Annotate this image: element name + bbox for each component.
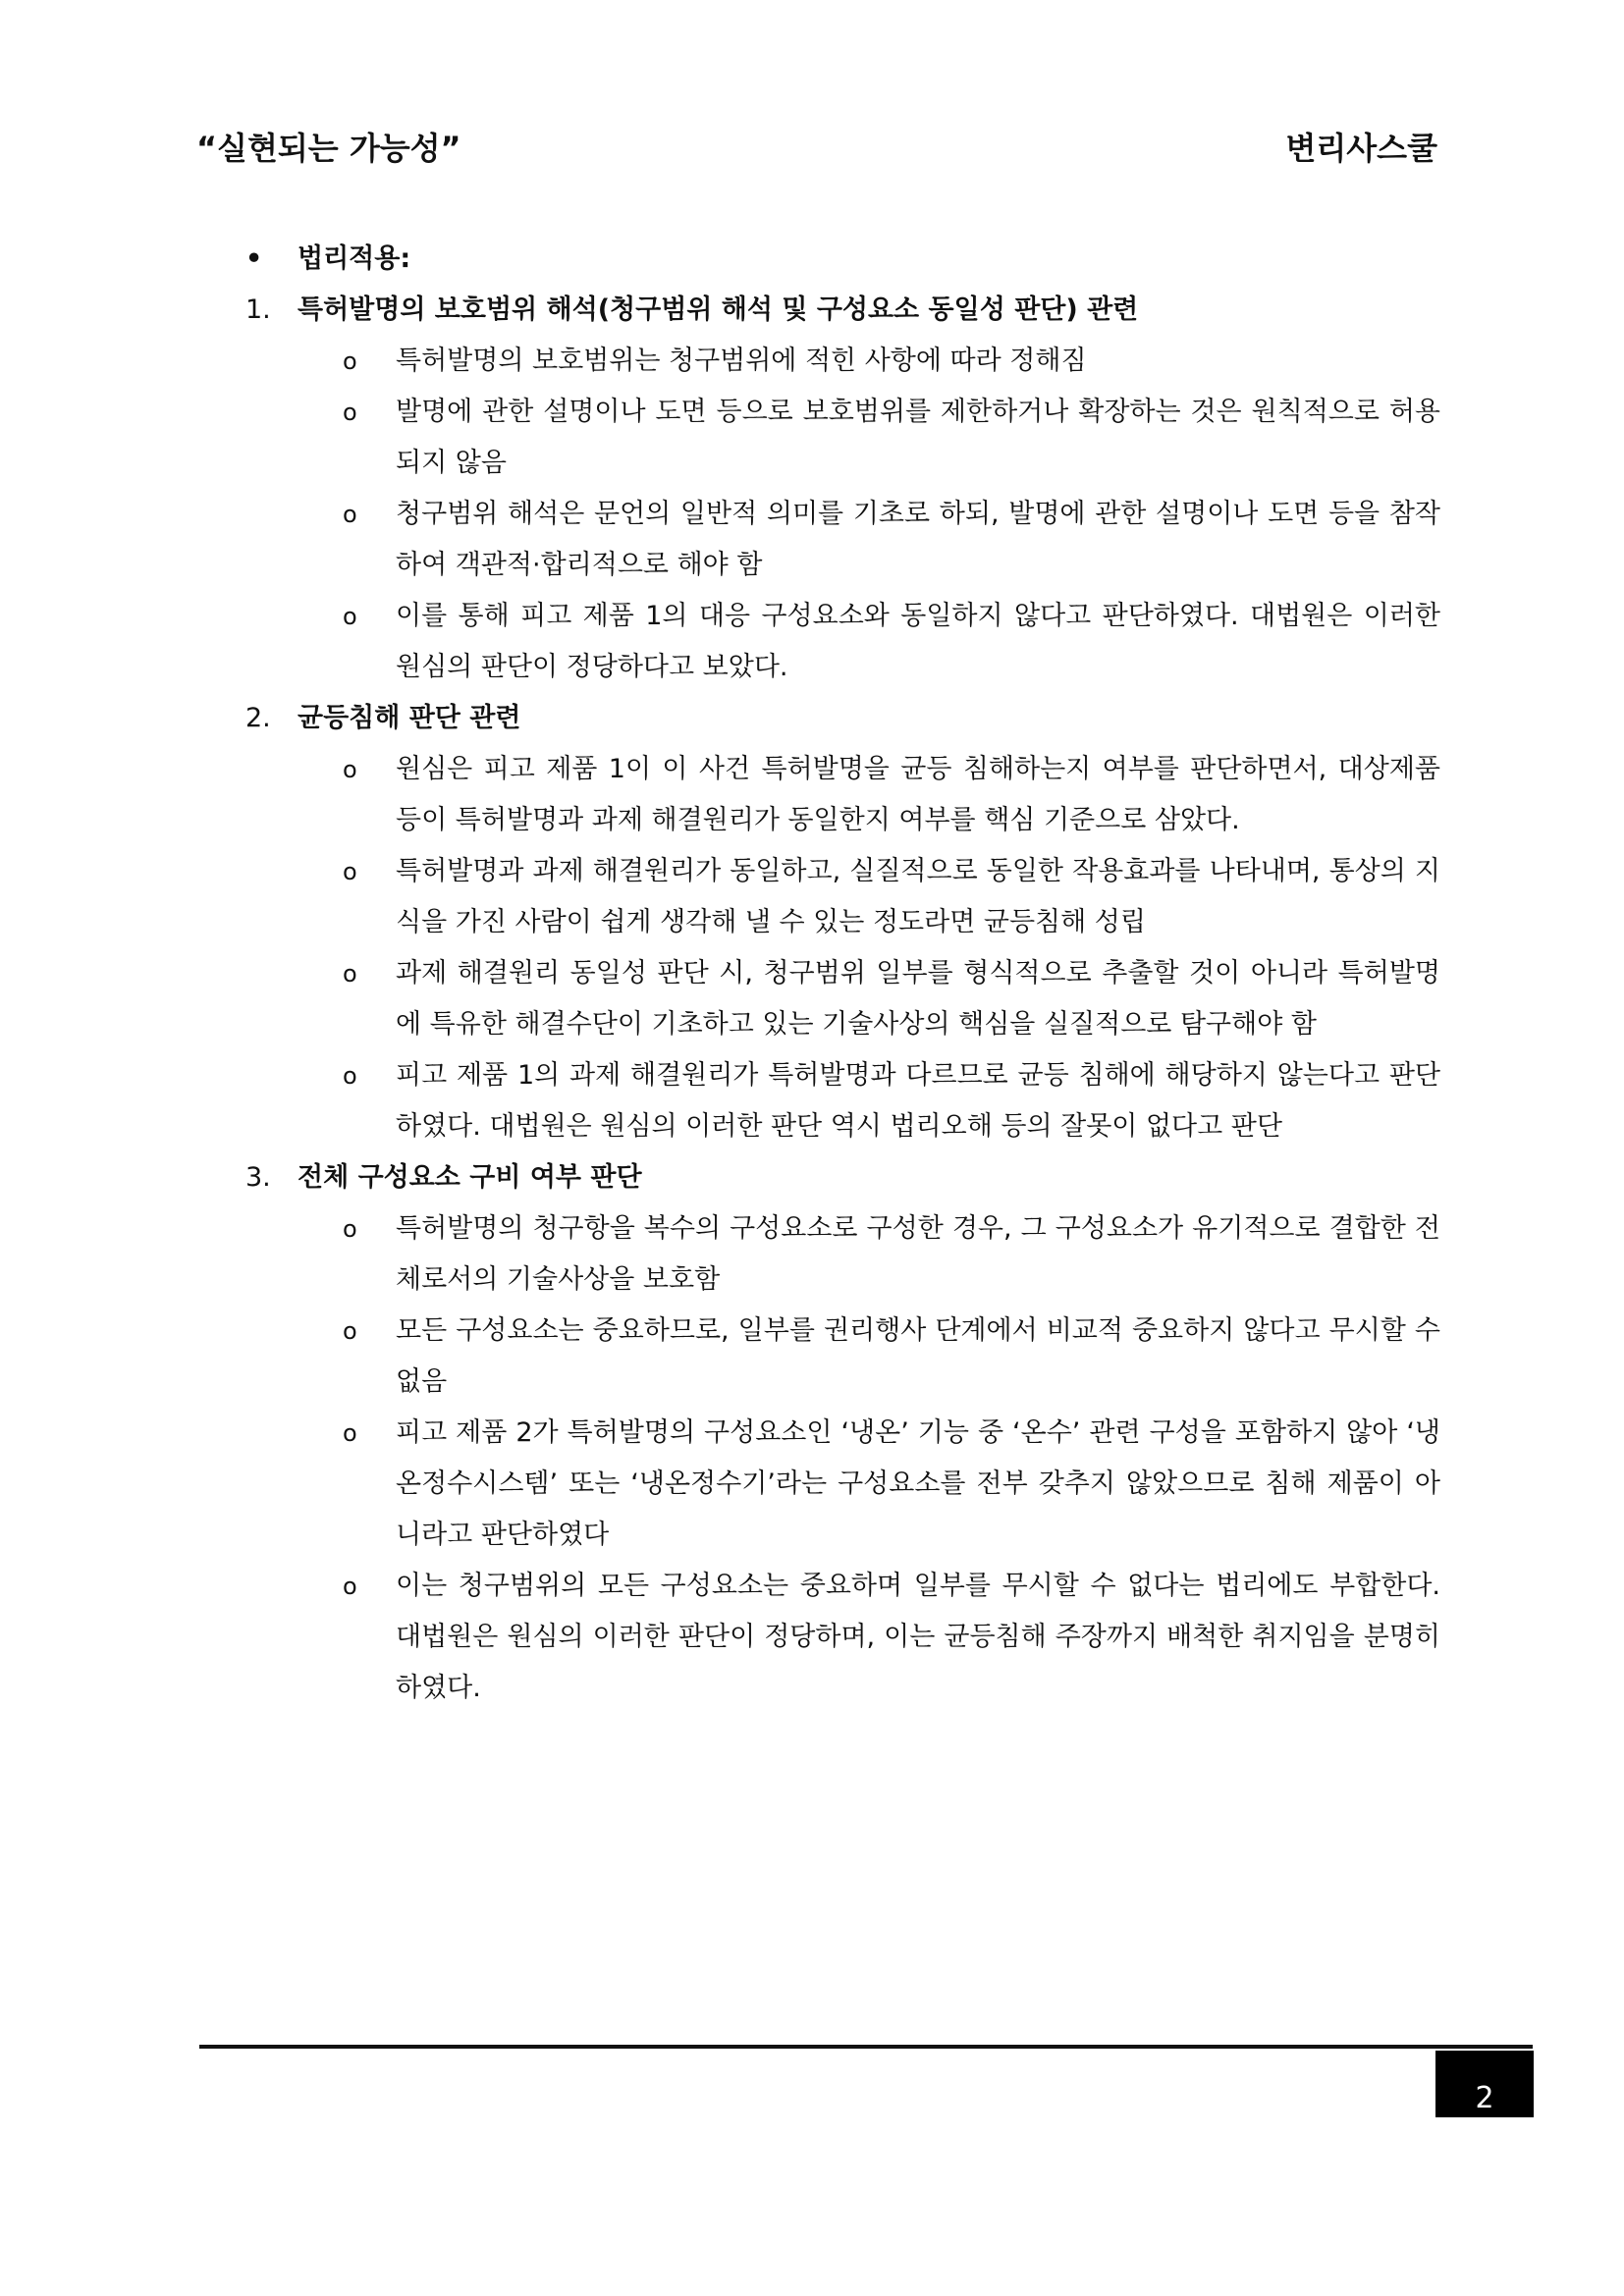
item-text: 청구범위 해석은 문언의 일반적 의미를 기초로 하되, 발명에 관한 설명이나 도면 등을 참작하여 객관적·합리적으로 해야 함 bbox=[396, 499, 1440, 580]
list-item bbox=[241, 1306, 1440, 1408]
list-item bbox=[241, 387, 1440, 489]
circle-bullet-icon: o bbox=[343, 858, 357, 885]
section-title bbox=[241, 1152, 1440, 1203]
circle-bullet-icon: o bbox=[343, 603, 357, 630]
legal-application-heading bbox=[241, 234, 1440, 285]
document-body bbox=[241, 234, 1440, 1714]
list-item bbox=[241, 591, 1440, 693]
item-text: 원심은 피고 제품 1이 이 사건 특허발명을 균등 침해하는지 여부를 판단하면서, 대상제품 등이 특허발명과 과제 해결원리가 동일한지 여부를 핵심 기준으로 삼았다. bbox=[396, 754, 1440, 835]
circle-bullet-icon: o bbox=[343, 347, 357, 375]
item-text: 특허발명과 과제 해결원리가 동일하고, 실질적으로 동일한 작용효과를 나타내며, 통상의 지식을 가진 사람이 쉽게 생각해 낼 수 있는 정도라면 균등침해 성립 bbox=[396, 856, 1440, 937]
item-text: 특허발명의 보호범위는 청구범위에 적힌 사항에 따라 정해짐 bbox=[396, 346, 1087, 376]
list-item bbox=[241, 489, 1440, 591]
circle-bullet-icon: o bbox=[343, 399, 357, 426]
item-text: 과제 해결원리 동일성 판단 시, 청구범위 일부를 형식적으로 추출할 것이 아니라 특허발명에 특유한 해결수단이 기초하고 있는 기술사상의 핵심을 실질적으로 탐구해야 함 bbox=[396, 958, 1440, 1040]
page-number-box bbox=[1435, 2051, 1534, 2117]
item-text: 모든 구성요소는 중요하므로, 일부를 권리행사 단계에서 비교적 중요하지 않다고 무시할 수 없음 bbox=[396, 1315, 1440, 1397]
section-2 bbox=[241, 693, 1440, 1152]
header-title: “실현되는 가능성” bbox=[196, 130, 461, 167]
section-title-text: 균등침해 판단 관련 bbox=[298, 703, 521, 733]
list-item bbox=[241, 1050, 1440, 1152]
item-text: 특허발명의 청구항을 복수의 구성요소로 구성한 경우, 그 구성요소가 유기적으로 결합한 전체로서의 기술사상을 보호함 bbox=[396, 1213, 1440, 1295]
section-number: 3. bbox=[245, 1162, 271, 1193]
item-text: 피고 제품 2가 특허발명의 구성요소인 ‘냉온’ 기능 중 ‘온수’ 관련 구성을 포함하지 않아 ‘냉온정수시스템’ 또는 ‘냉온정수기’라는 구성요소를 전부 갖추지 않았으므로 침해 제품이 아니라고 판단하였다 bbox=[396, 1417, 1440, 1550]
list-item bbox=[241, 846, 1440, 948]
circle-bullet-icon: o bbox=[343, 960, 357, 988]
circle-bullet-icon: o bbox=[343, 1062, 357, 1090]
footer-divider bbox=[199, 2045, 1533, 2049]
list-item bbox=[241, 1203, 1440, 1306]
list-item bbox=[241, 1561, 1440, 1714]
section-title-text: 특허발명의 보호범위 해석(청구범위 해석 및 구성요소 동일성 판단) 관련 bbox=[298, 294, 1139, 325]
section-1 bbox=[241, 285, 1440, 693]
section-title bbox=[241, 285, 1440, 336]
item-text: 이를 통해 피고 제품 1의 대응 구성요소와 동일하지 않다고 판단하였다. 대법원은 이러한 원심의 판단이 정당하다고 보았다. bbox=[396, 601, 1440, 682]
list-item bbox=[241, 948, 1440, 1050]
section-title-text: 전체 구성요소 구비 여부 판단 bbox=[298, 1162, 642, 1193]
circle-bullet-icon: o bbox=[343, 1419, 357, 1447]
circle-bullet-icon: o bbox=[343, 1573, 357, 1600]
circle-bullet-icon: o bbox=[343, 756, 357, 783]
list-item bbox=[241, 744, 1440, 846]
section-number: 2. bbox=[245, 703, 271, 733]
item-text: 피고 제품 1의 과제 해결원리가 특허발명과 다르므로 균등 침해에 해당하지 않는다고 판단하였다. 대법원은 원심의 이러한 판단 역시 법리오해 등의 잘못이 없다고 판단 bbox=[396, 1060, 1440, 1142]
item-text: 이는 청구범위의 모든 구성요소는 중요하며 일부를 무시할 수 없다는 법리에도 부합한다. 대법원은 원심의 이러한 판단이 정당하며, 이는 균등침해 주장까지 배척한 취지임을 분명히 하였다. bbox=[396, 1571, 1440, 1703]
heading-label: 법리적용: bbox=[298, 243, 411, 274]
section-number: 1. bbox=[245, 294, 271, 325]
bullet-dot-icon: • bbox=[245, 243, 263, 274]
section-3 bbox=[241, 1152, 1440, 1714]
circle-bullet-icon: o bbox=[343, 1317, 357, 1345]
list-item bbox=[241, 1408, 1440, 1561]
item-text: 발명에 관한 설명이나 도면 등으로 보호범위를 제한하거나 확장하는 것은 원칙적으로 허용되지 않음 bbox=[396, 397, 1440, 478]
list-item bbox=[241, 336, 1440, 387]
circle-bullet-icon: o bbox=[343, 501, 357, 528]
section-title bbox=[241, 693, 1440, 744]
page-number: 2 bbox=[1475, 2081, 1494, 2115]
circle-bullet-icon: o bbox=[343, 1215, 357, 1243]
header-brand: 변리사스쿨 bbox=[1285, 130, 1437, 167]
